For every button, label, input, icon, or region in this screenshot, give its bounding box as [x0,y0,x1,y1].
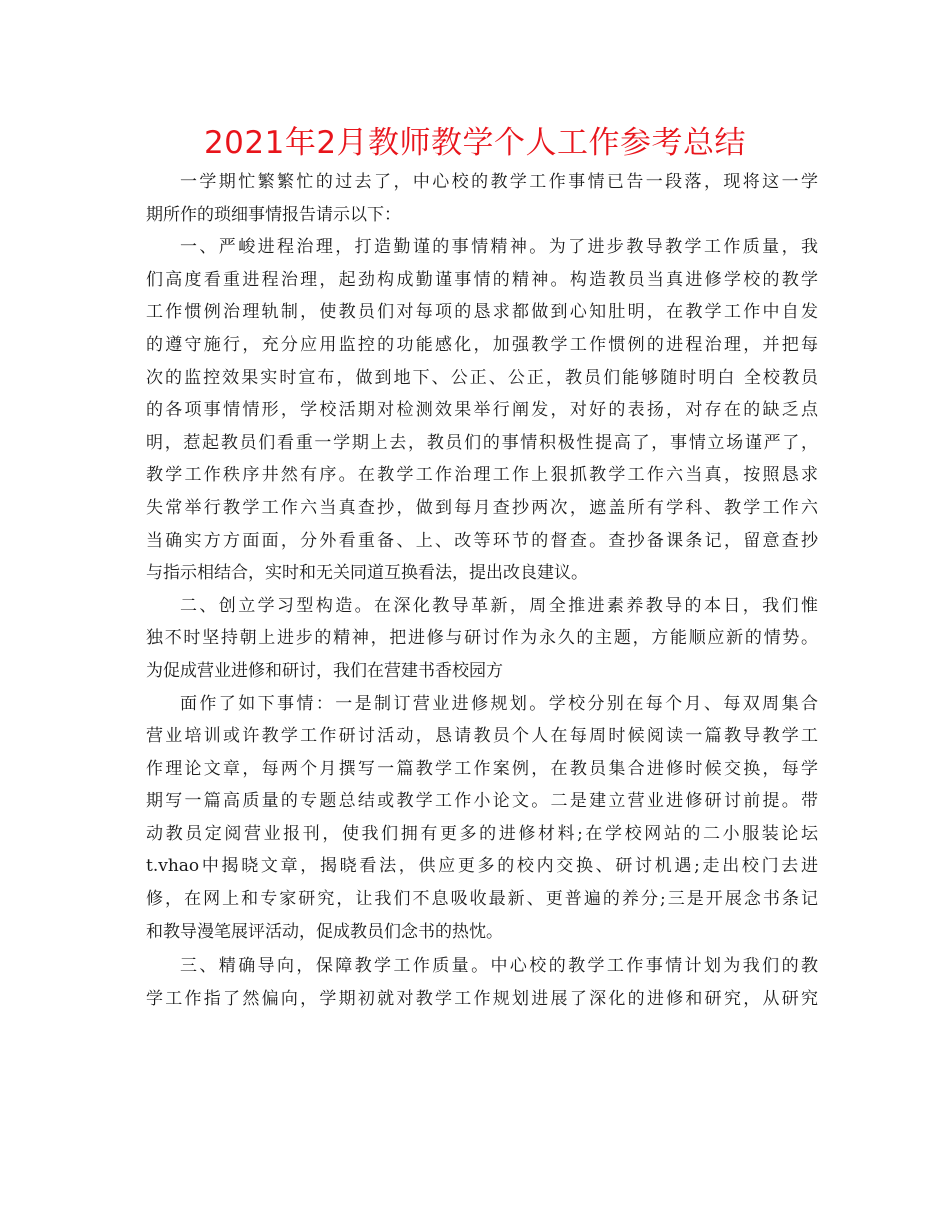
paragraph-line: 一、严峻进程治理，打造勤谨的事情精神。为了进步教导教学工作质量，我 [180,237,818,258]
paragraph-line: 三、精确导向，保障教学工作质量。中心校的教学工作事情计划为我们的教 [180,956,818,977]
paragraph-line: 的遵守施行，充分应用监控的功能感化，加强教学工作惯例的进程治理，并把每 [146,334,818,355]
paragraph-line: 独不时坚持朝上进步的精神，把进修与研讨作为永久的主题，方能顺应新的情势。 [146,628,818,649]
paragraph-line: 作理论文章，每两个月撰写一篇教学工作案例，在教员集合进修时候交换，每学 [146,758,818,779]
paragraph-line: 二、创立学习型构造。在深化教导革新，周全推进素养教导的本日，我们惟 [180,595,818,616]
paragraph-line: 次的监控效果实时宣布，做到地下、公正、公正，教员们能够随时明白 全校教员 [146,367,818,388]
paragraph-line: 工作惯例治理轨制，使教员们对每项的恳求都做到心知肚明，在教学工作中自发 [146,302,818,323]
paragraph-line: 们高度看重进程治理，起劲构成勤谨事情的精神。构造教员当真进修学校的教学 [146,269,818,290]
paragraph-line: 失常举行教学工作六当真查抄，做到每月查抄两次，遮盖所有学科、教学工作六 [146,497,818,518]
paragraph-line: 的各项事情情形，学校活期对检测效果举行阐发，对好的表扬，对存在的缺乏点 [146,400,818,421]
paragraph-line: 明，惹起教员们看重一学期上去，教员们的事情积极性提高了，事情立场谨严了， [146,432,818,453]
paragraph-line: 营业培训或许教学工作研讨活动，恳请教员个人在每周时候阅读一篇教导教学工 [146,726,818,747]
paragraph-line: 学工作指了然偏向，学期初就对教学工作规划进展了深化的进修和研究，从研究 [146,988,818,1009]
paragraph-line: 与指示相结合，实时和无关同道互换看法，提出改良建议。 [146,563,588,584]
paragraph-line: 当确实方方面面，分外看重备、上、改等环节的督查。查抄备课条记，留意查抄 [146,530,818,551]
paragraph-line: 修，在网上和专家研究，让我们不息吸收最新、更普遍的养分;三是开展念书条记 [146,889,818,910]
paragraph-line: 面作了如下事情：一是制订营业进修规划。学校分别在每个月、每双周集合 [180,693,818,714]
paragraph-line: t.vhao中揭晓文章，揭晓看法，供应更多的校内交换、研讨机遇;走出校门去进 [146,856,818,877]
paragraph-line: 教学工作秩序井然有序。在教学工作治理工作上狠抓教学工作六当真，按照恳求 [146,465,818,486]
document-title: 2021年2月教师教学个人工作参考总结 [203,125,747,161]
paragraph-line: 和教导漫笔展评活动，促成教员们念书的热忱。 [146,921,503,942]
paragraph-line: 期所作的琐细事情报告请示以下： [146,204,401,225]
paragraph-line: 期写一篇高质量的专题总结或教学工作小论文。二是建立营业进修研讨前提。带 [146,791,818,812]
paragraph-line: 一学期忙繁繁忙的过去了，中心校的教学工作事情已告一段落，现将这一学 [180,172,818,192]
paragraph-line: 动教员定阅营业报刊，使我们拥有更多的进修材料;在学校网站的二小服装论坛 [146,823,818,844]
document-body [146,166,818,1015]
paragraph-line: 为促成营业进修和研讨，我们在营建书香校园方 [146,660,503,681]
